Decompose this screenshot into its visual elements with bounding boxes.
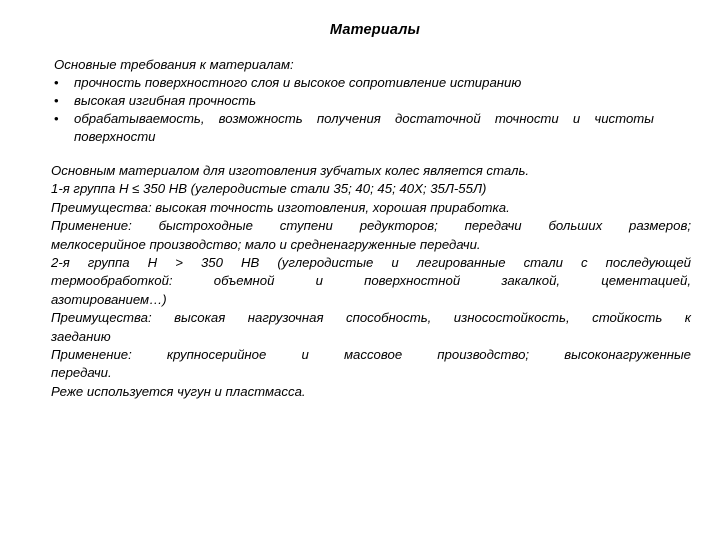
group2-title-line3: азотированием…) bbox=[51, 291, 167, 307]
list-item bbox=[54, 92, 654, 110]
requirements-section bbox=[54, 56, 654, 146]
bullet-icon: • bbox=[54, 75, 59, 90]
list-item bbox=[54, 74, 654, 92]
group2-advantages-line2: заеданию bbox=[51, 328, 111, 344]
closing-text: Реже используется чугун и пластмасса. bbox=[51, 383, 306, 399]
group2-title-line2: термообработкой: объемной и поверхностной закалкой, цементацией, bbox=[51, 273, 691, 289]
materials-body bbox=[51, 162, 691, 401]
list-item-text: прочность поверхностного слоя и высокое сопротивление истиранию bbox=[74, 75, 522, 90]
list-item bbox=[54, 110, 654, 146]
requirements-heading: Основные требования к материалам: bbox=[54, 57, 294, 72]
group1-advantages: Преимущества: высокая точность изготовления, хорошая приработка. bbox=[51, 199, 510, 215]
page-title: Материалы bbox=[329, 22, 421, 38]
group2-title-line1: 2-я группа H > 350 HB (углеродистые и легированные стали с последующей bbox=[51, 255, 691, 271]
group2-application-line2: передачи. bbox=[51, 365, 112, 381]
group2-advantages-line1: Преимущества: высокая нагрузочная способность, износостойкость, стойкость к bbox=[51, 310, 691, 326]
intro-text: Основным материалом для изготовления зубчатых колес является сталь. bbox=[51, 163, 530, 178]
requirements-list bbox=[54, 74, 654, 146]
group2-application-line1: Применение: крупносерийное и массовое производство; высоконагруженные bbox=[51, 347, 691, 363]
group1-application-line2: мелкосерийное производство; мало и средненагруженные передачи. bbox=[51, 236, 481, 252]
bullet-icon: • bbox=[54, 111, 59, 126]
list-item-text: высокая изгибная прочность bbox=[74, 93, 257, 108]
group1-application-line1: Применение: быстроходные ступени редукторов; передачи больших размеров; bbox=[51, 218, 691, 234]
list-item-text: обрабатываемость, возможность получения достаточной точности и чистоты поверхности bbox=[74, 111, 654, 144]
group1-title: 1-я группа H ≤ 350 HB (углеродистые стали 35; 40; 45; 40Х; 35Л-55Л) bbox=[51, 181, 487, 197]
bullet-icon: • bbox=[54, 93, 59, 108]
